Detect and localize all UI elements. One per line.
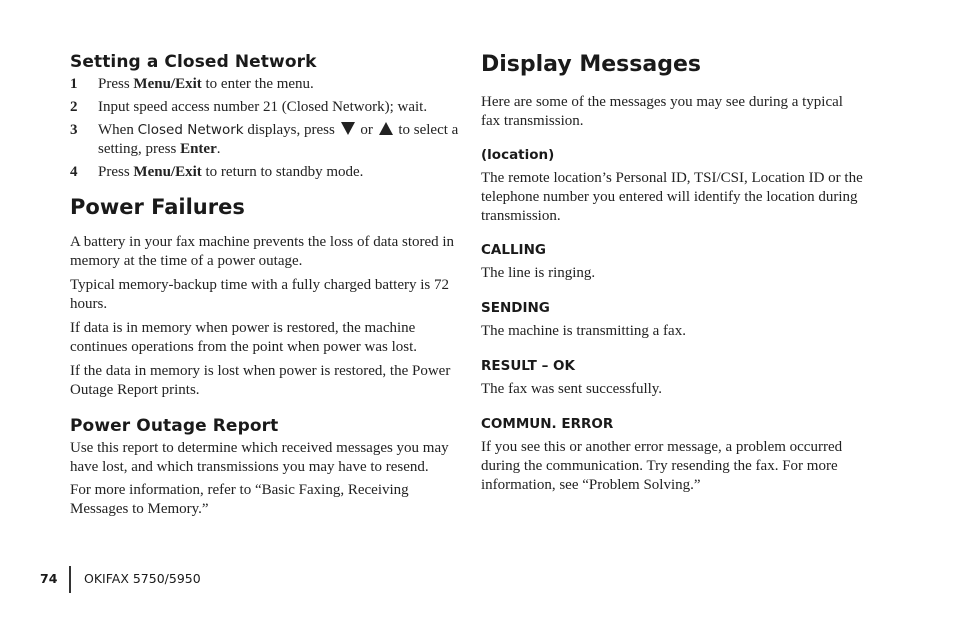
- message-label: COMMUN. ERROR: [481, 416, 614, 432]
- step-text: Press: [98, 76, 134, 92]
- power-outage-report-heading: Power Outage Report: [70, 416, 279, 436]
- key-label: Enter: [180, 141, 217, 157]
- power-outage-report-body: [70, 439, 460, 519]
- message-description: The remote location’s Personal ID, TSI/CSI, Location ID or the telephone number you entered will identify the location during transmission.: [481, 170, 863, 224]
- down-triangle-icon: [341, 122, 355, 135]
- step-text: Press: [98, 164, 134, 180]
- footer-divider: [69, 566, 71, 593]
- step-text: When: [98, 122, 138, 138]
- step-3: [70, 121, 460, 159]
- paragraph: If the data in memory is lost when power is restored, the Power Outage Report prints.: [70, 363, 451, 398]
- paragraph: A battery in your fax machine prevents the loss of data stored in memory at the time of a power outage.: [70, 234, 455, 269]
- up-triangle-icon: [379, 122, 393, 135]
- step-text: Input speed access number 21 (Closed Network); wait.: [98, 99, 428, 115]
- message-label: SENDING: [481, 300, 550, 316]
- step-number: 2: [70, 99, 78, 115]
- right-column: [481, 52, 865, 495]
- message-entry: [481, 358, 865, 399]
- display-text: Closed Network: [137, 122, 244, 138]
- step-text: .: [216, 141, 221, 157]
- power-failures-body: [70, 233, 460, 400]
- power-failures-heading: Power Failures: [70, 195, 245, 219]
- message-description: If you see this or another error message, a problem occurred during the communication. Try resending the fax. For more information, see “Problem Solving.”: [481, 439, 843, 493]
- key-label: Menu/Exit: [133, 164, 202, 180]
- closed-network-steps: [70, 75, 460, 182]
- message-label: RESULT – OK: [481, 358, 575, 374]
- step-number: 1: [70, 76, 78, 92]
- closed-network-heading: Setting a Closed Network: [70, 52, 317, 72]
- step-number: 3: [70, 122, 78, 138]
- step-number: 4: [70, 164, 78, 180]
- message-description: The machine is transmitting a fax.: [481, 323, 686, 339]
- step-2: [70, 98, 460, 117]
- step-text: to select a setting, press: [98, 122, 459, 157]
- message-entry: [481, 416, 865, 495]
- step-text: to return to standby mode.: [201, 164, 364, 180]
- step-4: [70, 163, 460, 182]
- step-text: displays, press: [243, 122, 339, 138]
- message-description: The fax was sent successfully.: [481, 381, 663, 397]
- left-column: [70, 52, 460, 519]
- paragraph: Typical memory-backup time with a fully charged battery is 72 hours.: [70, 277, 449, 312]
- intro-paragraph: Here are some of the messages you may see during a typical fax transmission.: [481, 94, 843, 129]
- message-label: (location): [481, 147, 555, 163]
- key-label: Menu/Exit: [133, 76, 202, 92]
- message-entry: [481, 147, 865, 226]
- paragraph: Use this report to determine which received messages you may have lost, and which transmissions you may have to resend.: [70, 440, 449, 475]
- product-name: OKIFAX 5750/5950: [84, 571, 201, 586]
- page-number: 74: [40, 571, 58, 586]
- step-1: [70, 75, 460, 94]
- display-messages-heading: Display Messages: [481, 52, 701, 77]
- message-label: CALLING: [481, 242, 546, 258]
- message-entry: [481, 300, 865, 341]
- message-entry: [481, 242, 865, 283]
- step-text: to enter the menu.: [201, 76, 314, 92]
- paragraph: For more information, refer to “Basic Faxing, Receiving Messages to Memory.”: [70, 482, 409, 517]
- step-text: or: [356, 122, 377, 138]
- message-description: The line is ringing.: [481, 265, 596, 281]
- paragraph: If data is in memory when power is restored, the machine continues operations from the point when power was lost.: [70, 320, 418, 355]
